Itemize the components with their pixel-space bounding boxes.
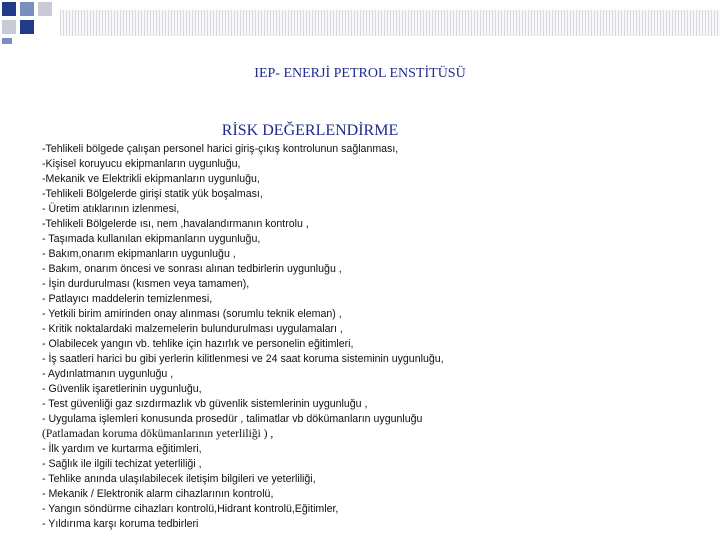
list-item: - Bakım, onarım öncesi ve sonrası alınan tedbirlerin uygunluğu , [42,263,342,275]
list-item: -Mekanik ve Elektrikli ekipmanların uygunluğu, [42,173,260,185]
decor-square [20,20,34,34]
risk-items-list [42,142,702,532]
slide-title: IEP- ENERJİ PETROL ENSTİTÜSÜ [254,66,466,81]
decor-square [2,2,16,16]
list-item: - Sağlık ile ilgili techizat yeterliliği , [42,458,202,470]
list-item: (Patlamadan koruma dökümanlarının yeterliliği ) , [42,428,274,440]
slide-subtitle: RİSK DEĞERLENDİRME [221,122,399,139]
list-item: - Güvenlik işaretlerinin uygunluğu, [42,383,202,395]
list-item: - Yangın söndürme cihazları kontrolü,Hidrant kontrolü,Eğitimler, [42,503,339,515]
list-item: - Yetkili birim amirinden onay alınması (sorumlu teknik eleman) , [42,308,342,320]
list-item: - Uygulama işlemleri konusunda prosedür , talimatlar vb dökümanların uygunluğu [42,413,423,425]
list-item: - İş saatleri harici bu gibi yerlerin kilitlenmesi ve 24 saat koruma sisteminin uygunluğu, [42,353,444,365]
list-item: - Üretim atıklarının izlenmesi, [42,203,180,215]
list-item: - Aydınlatmanın uygunluğu , [42,368,174,380]
decor-square [38,2,52,16]
list-item: - Olabilecek yangın vb. tehlike için hazırlık ve personelin eğitimleri, [42,338,354,350]
list-item: - İşin durdurulması (kısmen veya tamamen), [42,278,250,290]
header-stripe-band [60,10,720,36]
list-item: - Mekanik / Elektronik alarm cihazlarının kontrolü, [42,488,274,500]
corner-decoration [0,0,60,45]
list-item: - Taşımada kullanılan ekipmanların uygunluğu, [42,233,261,245]
decor-square [2,20,16,34]
list-item: - Patlayıcı maddelerin temizlenmesi, [42,293,213,305]
list-item: - Bakım,onarım ekipmanların uygunluğu , [42,248,236,260]
list-item: -Tehlikeli Bölgelerde ısı, nem ,havalandırmanın kontrolu , [42,218,309,230]
list-item: -Tehlikeli Bölgelerde girişi statik yük boşalması, [42,188,263,200]
list-item: -Kişisel koruyucu ekipmanların uygunluğu, [42,158,241,170]
list-item: - İlk yardım ve kurtarma eğitimleri, [42,443,202,455]
decor-square [20,2,34,16]
list-item: - Kritik noktalardaki malzemelerin bulundurulması uygulamaları , [42,323,343,335]
list-item: -Tehlikeli bölgede çalışan personel harici giriş-çıkış kontrolunun sağlanması, [42,143,399,155]
list-item: - Yıldırıma karşı koruma tedbirleri [42,518,199,530]
decor-square [2,38,12,44]
list-item: - Tehlike anında ulaşılabilecek iletişim bilgileri ve yeterliliği, [42,473,316,485]
list-item: - Test güvenliği gaz sızdırmazlık vb güvenlik sistemlerinin uygunluğu , [42,398,368,410]
